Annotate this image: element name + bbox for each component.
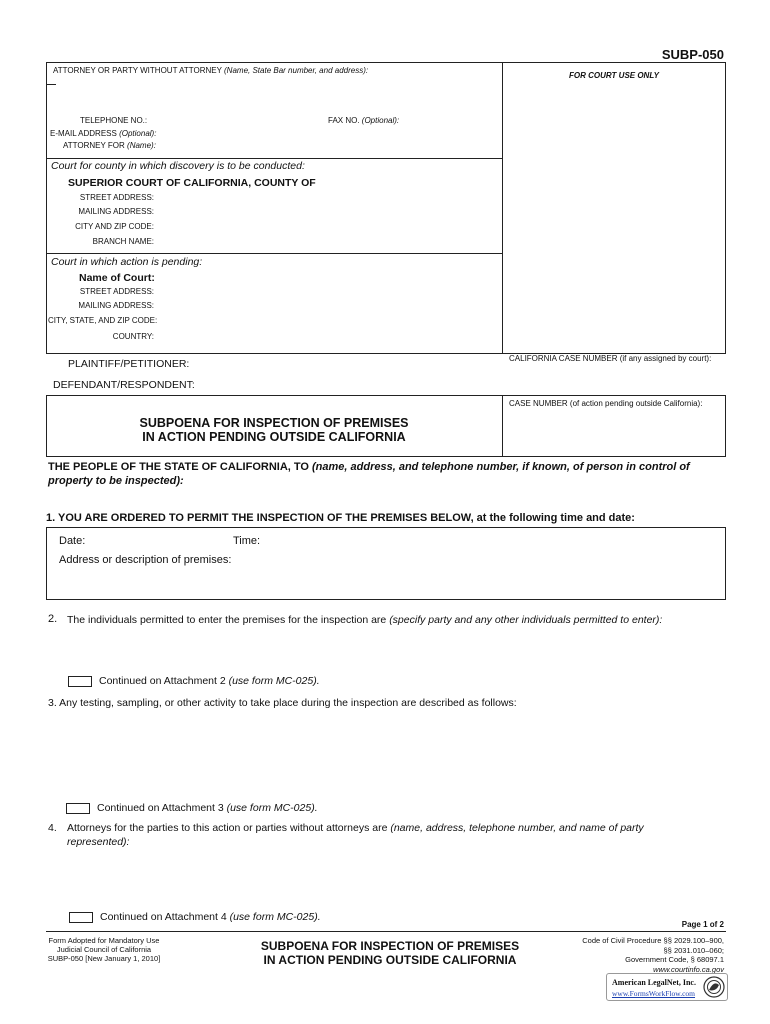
divider: [46, 158, 502, 159]
people-hint: property to be inspected):: [48, 475, 184, 487]
court-use-divider: [502, 62, 503, 354]
item-2-number: 2.: [48, 613, 58, 625]
plaintiff-label: PLAINTIFF/PETITIONER:: [68, 358, 190, 370]
code-line: Code of Civil Procedure §§ 2029.100–900,: [582, 936, 724, 945]
discovery-street-label: STREET ADDRESS:: [79, 193, 154, 202]
footer-rule: [46, 931, 726, 932]
adopted-line: Form Adopted for Mandatory Use: [48, 936, 160, 945]
footer-title-line: IN ACTION PENDING OUTSIDE CALIFORNIA: [263, 953, 517, 967]
ca-case-number-label: CALIFORNIA CASE NUMBER (if any assigned by court):: [509, 354, 712, 363]
item-4-number: 4.: [48, 822, 57, 834]
adopted-block: [46, 936, 162, 963]
time-label: Time:: [233, 535, 261, 547]
form-id: SUBP-050: [661, 47, 724, 62]
adopted-line: Judicial Council of California: [56, 945, 152, 954]
field-mark: [46, 84, 56, 85]
pending-country-label: COUNTRY:: [112, 332, 154, 341]
item-4-text: Attorneys for the parties to this action or parties without attorneys are (name, address, telephone number, and name of party: [67, 822, 644, 834]
title-line-2: IN ACTION PENDING OUTSIDE CALIFORNIA: [142, 430, 406, 444]
item-1: 1. YOU ARE ORDERED TO PERMIT THE INSPECTION OF THE PREMISES BELOW, at the following time and date:: [46, 512, 635, 524]
fax-label: FAX NO. (Optional):: [328, 116, 400, 125]
adopted-line: SUBP-050 [New January 1, 2010]: [47, 954, 161, 963]
discovery-branch-label: BRANCH NAME:: [92, 237, 154, 246]
case-number-label: CASE NUMBER (of action pending outside California):: [509, 399, 703, 408]
footer-title-line: SUBPOENA FOR INSPECTION OF PREMISES: [260, 939, 520, 953]
vendor-logo-icon: [703, 976, 725, 998]
pending-street-label: STREET ADDRESS:: [79, 287, 154, 296]
code-line: Government Code, § 68097.1: [625, 955, 724, 964]
attorney-for-label: ATTORNEY FOR (Name):: [63, 141, 156, 150]
attachment-4-checkbox[interactable]: [69, 912, 93, 923]
code-block: [554, 936, 724, 974]
pending-city-label: CITY, STATE, AND ZIP CODE:: [48, 316, 158, 325]
vendor-name: American LegalNet, Inc.: [612, 978, 696, 987]
defendant-label: DEFENDANT/RESPONDENT:: [53, 379, 195, 391]
attachment-3-label: Continued on Attachment 3 (use form MC-025).: [97, 802, 318, 814]
vendor-stamp: [606, 973, 728, 1001]
attachment-3-checkbox[interactable]: [66, 803, 90, 814]
footer-title: [230, 939, 550, 967]
date-label: Date:: [59, 535, 86, 547]
telephone-label: TELEPHONE NO.:: [80, 116, 148, 125]
pending-court-caption: Court in which action is pending:: [51, 256, 203, 268]
attorney-label: ATTORNEY OR PARTY WITHOUT ATTORNEY (Name, State Bar number, and address):: [53, 66, 369, 75]
code-line: §§ 2031.010–060;: [663, 945, 724, 955]
attachment-2-checkbox[interactable]: [68, 676, 92, 687]
item-4-hint: represented):: [67, 836, 130, 848]
discovery-mailing-label: MAILING ADDRESS:: [78, 207, 154, 216]
attachment-2-label: Continued on Attachment 2 (use form MC-025).: [99, 675, 320, 687]
title-line-1: SUBPOENA FOR INSPECTION OF PREMISES: [139, 416, 409, 430]
title-divider: [502, 395, 503, 457]
vendor-url[interactable]: www.FormsWorkFlow.com: [612, 989, 696, 998]
divider: [46, 253, 502, 254]
pending-mailing-label: MAILING ADDRESS:: [78, 301, 154, 310]
pending-court-name-label: Name of Court:: [79, 272, 155, 284]
email-label: E-MAIL ADDRESS (Optional):: [50, 129, 157, 138]
item-2-text: The individuals permitted to enter the premises for the inspection are (specify party and any other individuals permitted to enter):: [67, 614, 663, 626]
discovery-court-caption: Court for county in which discovery is to be conducted:: [51, 160, 305, 172]
discovery-city-label: CITY AND ZIP CODE:: [75, 222, 154, 231]
page-number: Page 1 of 2: [681, 920, 724, 929]
item-3: 3. Any testing, sampling, or other activity to take place during the inspection are described as follows:: [48, 697, 517, 709]
people-lead: THE PEOPLE OF THE STATE OF CALIFORNIA, TO (name, address, and telephone number, if known, of person in control of: [48, 461, 690, 473]
attachment-4-label: Continued on Attachment 4 (use form MC-025).: [100, 911, 321, 923]
court-use-label: FOR COURT USE ONLY: [569, 71, 659, 80]
address-label: Address or description of premises:: [59, 554, 232, 566]
courtinfo-link[interactable]: www.courtinfo.ca.gov: [653, 964, 724, 974]
discovery-court-name: SUPERIOR COURT OF CALIFORNIA, COUNTY OF: [68, 177, 316, 189]
